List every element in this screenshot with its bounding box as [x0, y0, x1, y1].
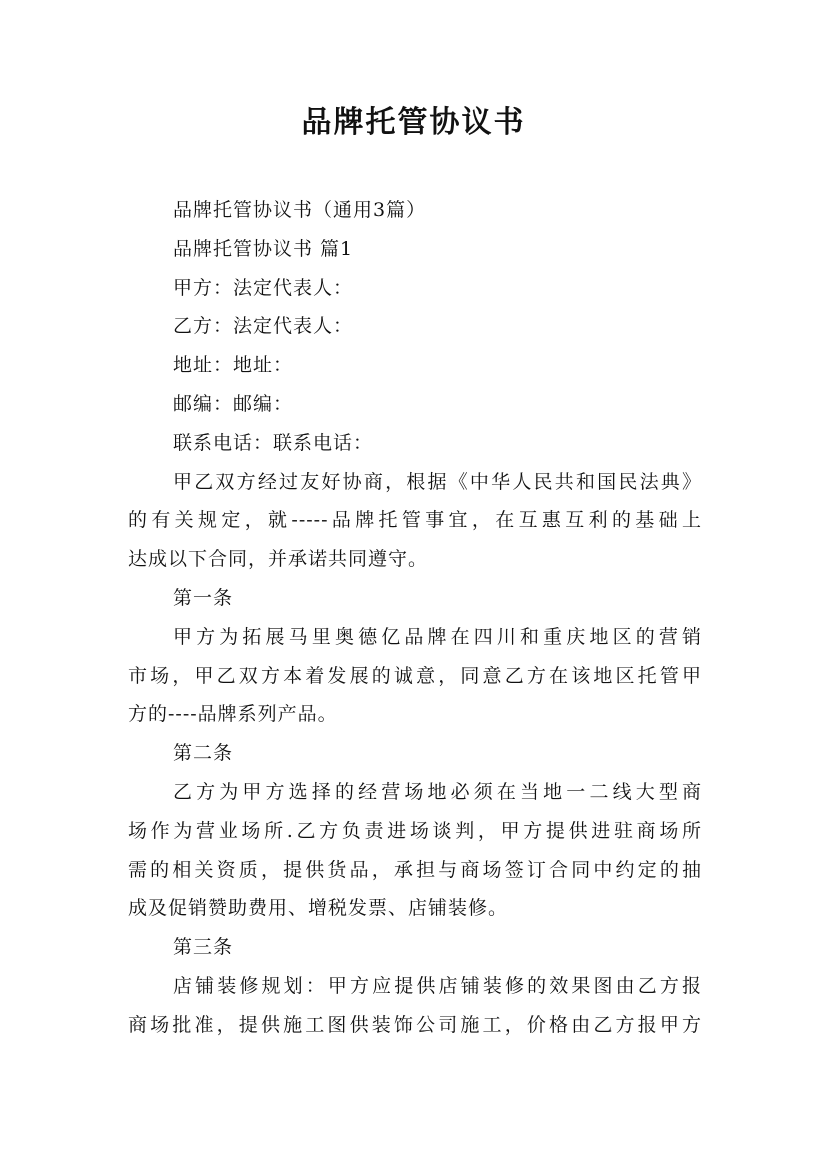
intro-line: 甲乙双方经过友好协商，根据《中华人民共和国民法典》 [173, 470, 702, 493]
article-1-line: 甲方为拓展马里奥德亿品牌在四川和重庆地区的营销 [173, 625, 702, 648]
intro-line: 达成以下合同，并承诺共同遵守。 [128, 548, 429, 571]
article-3-paragraph [128, 967, 702, 1045]
article-3-heading: 第三条 [173, 936, 234, 959]
article-2-heading: 第二条 [173, 742, 234, 765]
section-heading: 品牌托管协议书 篇1 [173, 237, 354, 260]
article-2-line: 场作为营业场所.乙方负责进场谈判，甲方提供进驻商场所 [128, 819, 702, 842]
article-3-line: 店铺装修规划：甲方应提供店铺装修的效果图由乙方报 [173, 974, 702, 997]
document-body [128, 191, 702, 1045]
phone-line: 联系电话：联系电话： [173, 431, 374, 454]
article-1-line: 市场，甲乙双方本着发展的诚意，同意乙方在该地区托管甲 [128, 664, 702, 687]
article-1-heading: 第一条 [173, 586, 234, 609]
intro-paragraph [128, 463, 702, 579]
article-1-paragraph [128, 618, 702, 734]
postcode-line: 邮编：邮编： [173, 392, 294, 415]
article-2-paragraph [128, 773, 702, 928]
article-3-line: 商场批准，提供施工图供装饰公司施工，价格由乙方报甲方 [128, 1013, 702, 1036]
article-2-line: 成及促销赞助费用、增税发票、店铺装修。 [128, 897, 509, 920]
party-b-line: 乙方：法定代表人： [173, 315, 354, 338]
document-subtitle: 品牌托管协议书（通用3篇） [173, 199, 427, 221]
article-1-line: 方的----品牌系列产品。 [128, 703, 338, 726]
party-a-line: 甲方：法定代表人： [173, 276, 354, 299]
address-line: 地址：地址： [173, 354, 294, 377]
article-2-line: 需的相关资质，提供货品，承担与商场签订合同中约定的抽 [128, 858, 702, 881]
article-2-line: 乙方为甲方选择的经营场地必须在当地一二线大型商 [173, 780, 702, 803]
intro-line: 的有关规定，就-----品牌托管事宜，在互惠互利的基础上 [128, 509, 702, 532]
document-title: 品牌托管协议书 [301, 105, 526, 140]
